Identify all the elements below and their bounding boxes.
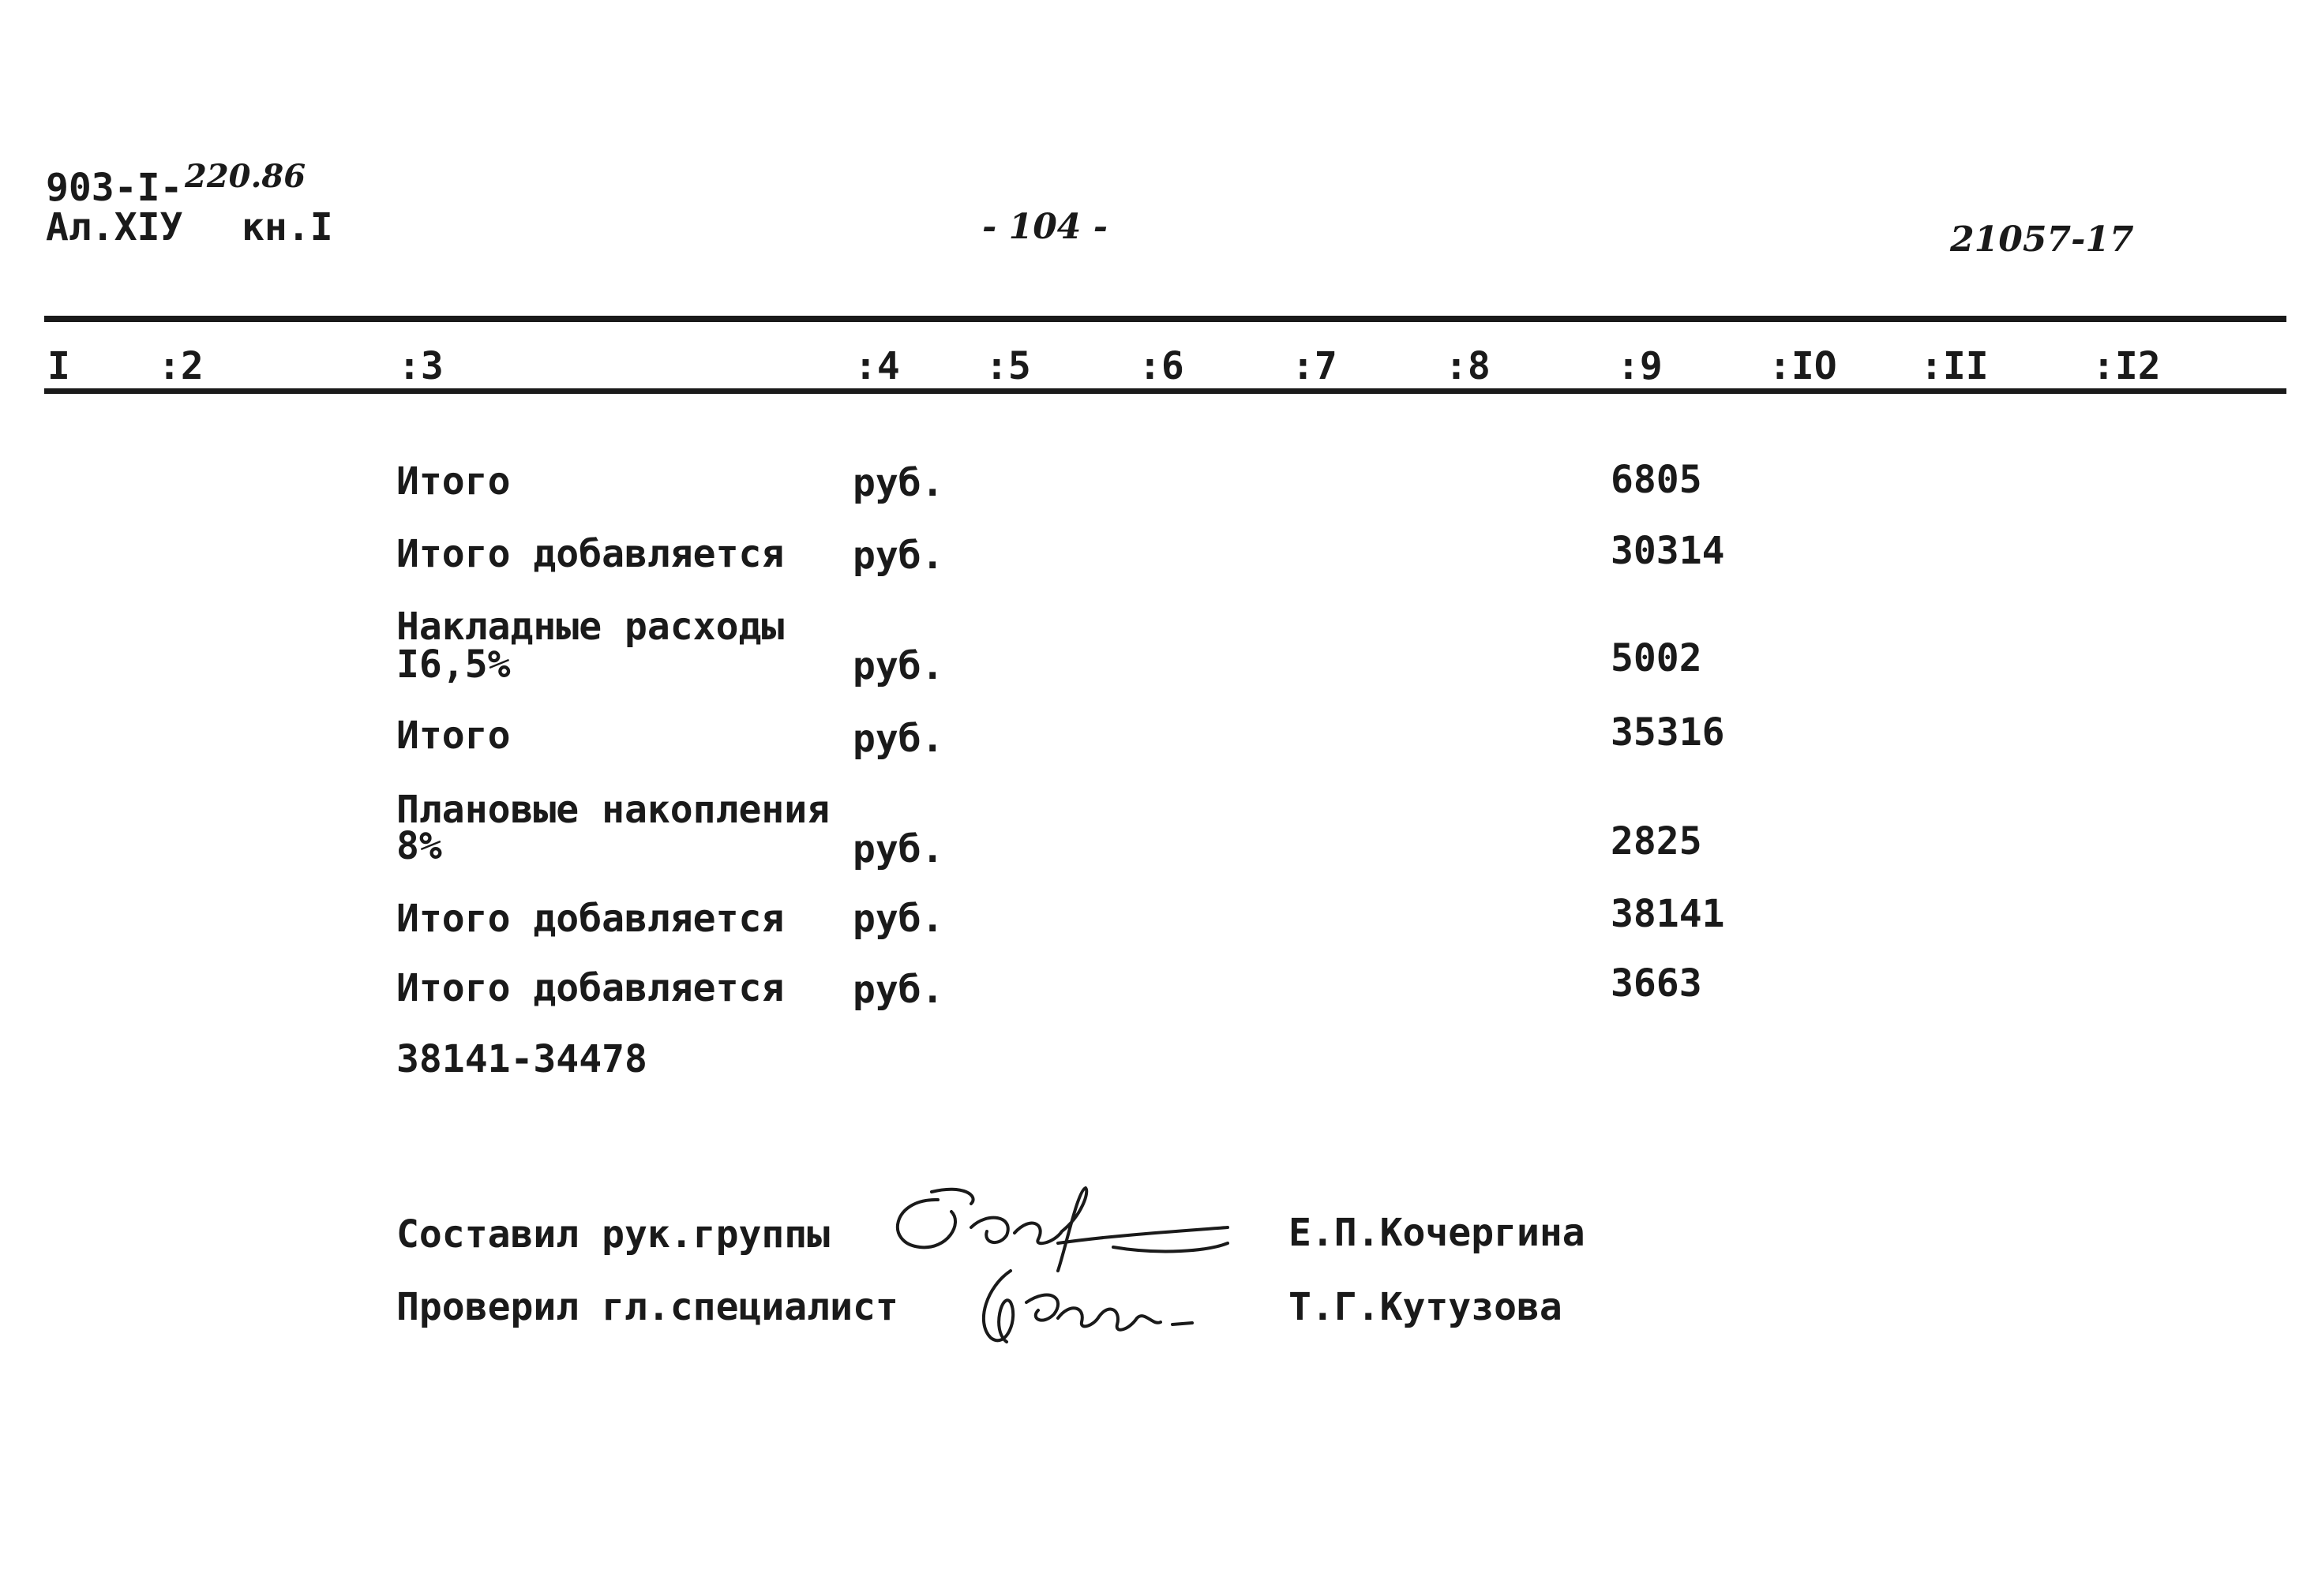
table-top-rule <box>44 316 2286 322</box>
signature-person: Т.Г.Кутузова <box>1288 1285 1562 1329</box>
handwritten-signature-2 <box>963 1255 1216 1358</box>
album-label: Ал.XIУ <box>46 205 183 249</box>
row-name-line2: 8% <box>396 824 442 868</box>
table-header-rule <box>44 388 2286 394</box>
row-value: 30314 <box>1611 529 1725 573</box>
book-label: кн.I <box>242 205 333 249</box>
column-number-4: :4 <box>854 344 900 388</box>
row-unit: руб. <box>853 827 944 871</box>
column-number-10: :IO <box>1769 344 1837 388</box>
row-name: Итого <box>396 714 511 758</box>
column-number-8: :8 <box>1445 344 1491 388</box>
document-code-handwritten: 220.86 <box>185 158 306 195</box>
document-code-prefix: 903-I- <box>46 166 183 210</box>
signature-role: Проверил гл.специалист <box>396 1285 898 1329</box>
calculation-note: 38141-34478 <box>396 1037 647 1081</box>
row-name: Итого добавляется <box>396 532 785 576</box>
column-number-1: I <box>47 344 70 388</box>
row-value: 2825 <box>1611 819 1702 864</box>
page-number: - 104 - <box>982 207 1108 247</box>
column-number-3: :3 <box>398 344 444 388</box>
signature-person: Е.П.Кочергина <box>1288 1211 1585 1255</box>
column-number-9: :9 <box>1617 344 1663 388</box>
document-code <box>46 166 183 210</box>
row-unit: руб. <box>853 534 944 578</box>
row-name: Итого добавляется <box>396 966 785 1010</box>
column-number-2: :2 <box>158 344 204 388</box>
column-number-6: :6 <box>1138 344 1184 388</box>
registration-number: 21057-17 <box>1950 219 2134 260</box>
row-unit: руб. <box>853 461 944 505</box>
column-number-7: :7 <box>1292 344 1337 388</box>
column-number-11: :II <box>1920 344 1989 388</box>
column-number-5: :5 <box>985 344 1031 388</box>
row-unit: руб. <box>853 897 944 941</box>
row-name-line1: Накладные расходы <box>396 605 785 649</box>
column-number-12: :I2 <box>2092 344 2161 388</box>
row-name-line2: I6,5% <box>396 643 511 687</box>
row-value: 5002 <box>1611 636 1702 680</box>
row-value: 3663 <box>1611 961 1702 1006</box>
signature-role: Составил рук.группы <box>396 1212 831 1257</box>
row-unit: руб. <box>853 968 944 1012</box>
row-unit: руб. <box>853 717 944 761</box>
row-unit: руб. <box>853 644 944 688</box>
row-value: 35316 <box>1611 710 1725 755</box>
row-name: Итого добавляется <box>396 897 785 941</box>
row-name-line1: Плановые накопления <box>396 788 831 832</box>
row-value: 38141 <box>1611 892 1725 936</box>
row-name: Итого <box>396 459 511 504</box>
row-value: 6805 <box>1611 458 1702 502</box>
